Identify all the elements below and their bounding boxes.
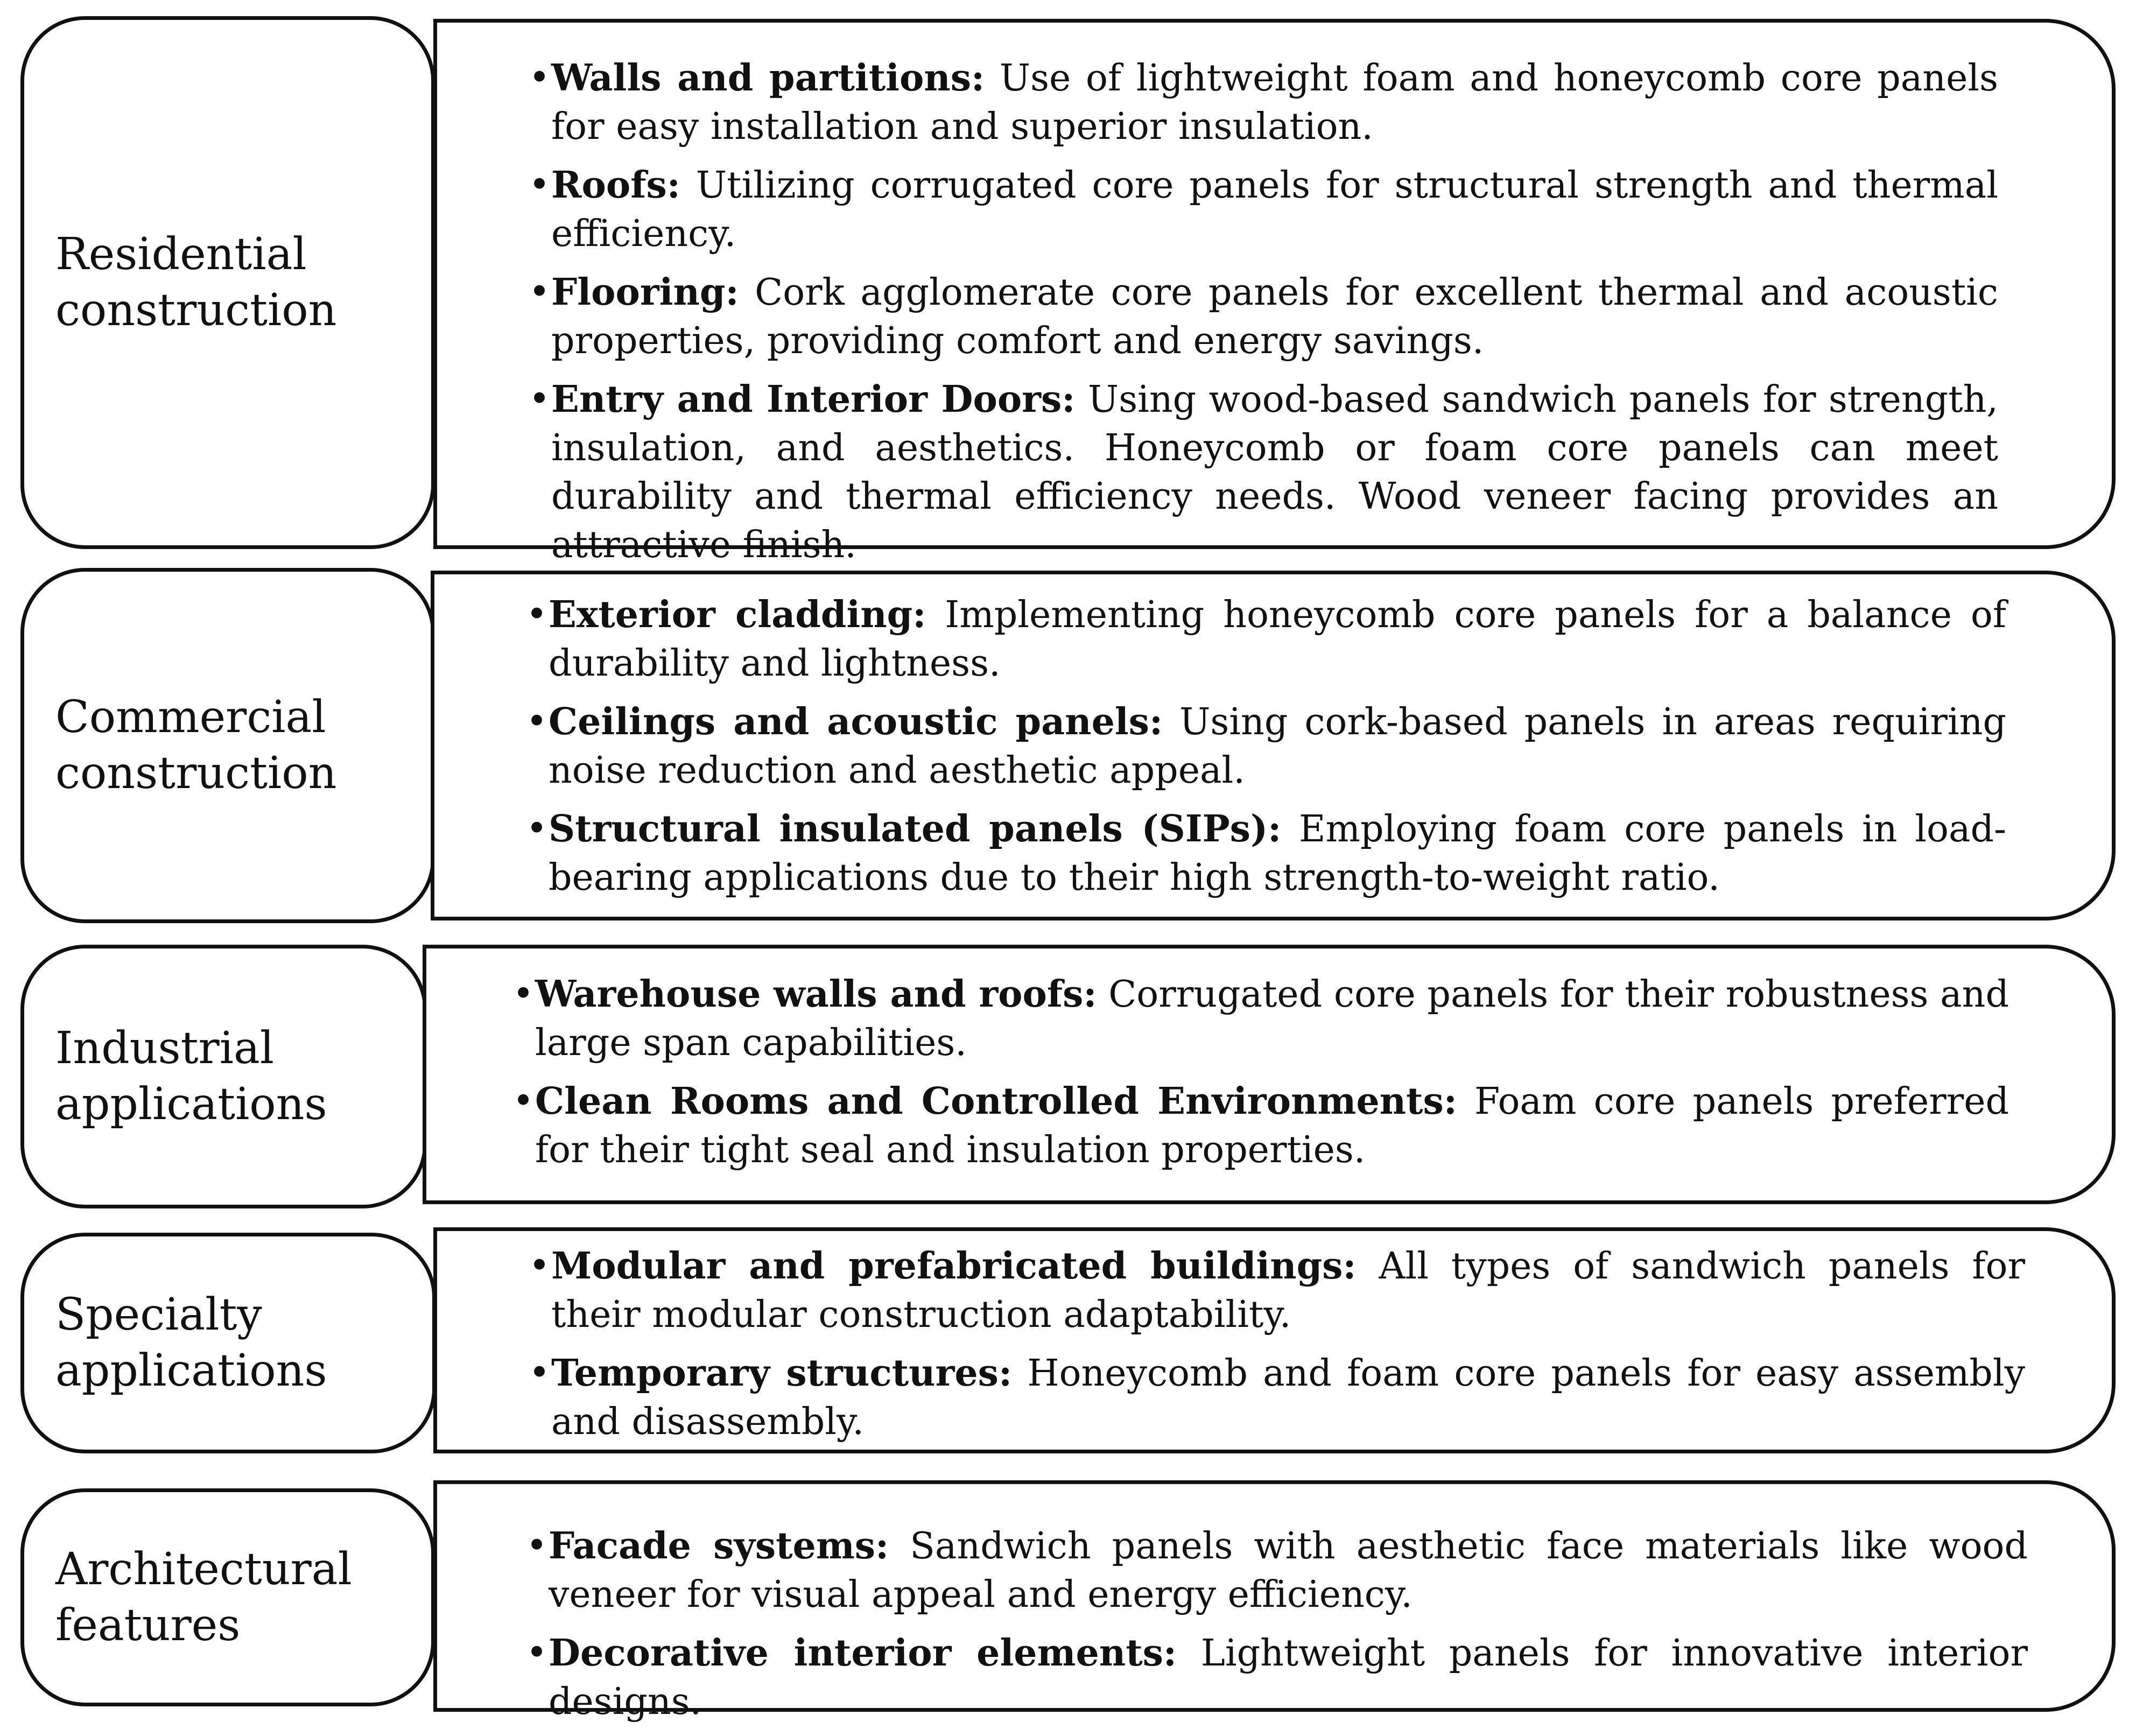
bullet-item	[526, 698, 2006, 795]
bullet-term: Flooring:	[551, 271, 739, 314]
bullet-term: Roofs:	[551, 164, 680, 207]
description-box	[423, 945, 2116, 1204]
description-box	[431, 571, 2116, 920]
description-box	[433, 19, 2116, 566]
bullet-item	[512, 1077, 2009, 1175]
bullet-text: Cork agglomerate core panels for excellent thermal and acoustic properties, providing comfort and energy savings.	[551, 271, 1998, 362]
bullet-item	[526, 805, 2006, 902]
bullet-term: Entry and Interior Doors:	[551, 378, 1076, 421]
row-residential-construction	[0, 16, 2129, 566]
bullet-item	[529, 1349, 2025, 1446]
bullet-dot-icon: •	[512, 973, 535, 1015]
bullet-text: Corrugated core panels for their robustness and large span capabilities.	[535, 973, 2009, 1064]
bullet-item	[529, 268, 1998, 366]
row-commercial-construction	[0, 568, 2129, 923]
bullet-term: Ceilings and acoustic panels:	[549, 700, 1163, 743]
bullet-list	[529, 54, 1998, 579]
bullet-dot-icon: •	[526, 807, 548, 850]
bullet-text: Use of lightweight foam and honeycomb core panels for easy installation and superior insulation.	[551, 57, 1998, 148]
category-label: Industrial applications	[55, 1023, 327, 1130]
bullet-text: Implementing honeycomb core panels for a balance of durability and lightness.	[549, 594, 2006, 685]
bullet-text: Using cork-based panels in areas requiring noise reduction and aesthetic appeal.	[549, 701, 2006, 792]
category-label: Specialty applications	[55, 1289, 327, 1396]
category-box	[20, 1488, 435, 1706]
row-specialty-applications	[0, 1233, 2129, 1453]
bullet-text: All types of sandwich panels for their modular construction adaptability.	[551, 1245, 2025, 1336]
bullet-term: Modular and prefabricated buildings:	[551, 1245, 1357, 1288]
bullet-item	[529, 375, 1998, 570]
bullet-list	[512, 970, 2009, 1184]
category-label: Residential construction	[55, 229, 337, 336]
bullet-dot-icon: •	[529, 378, 551, 420]
bullet-text: Utilizing corrugated core panels for structural strength and thermal efficiency.	[551, 164, 1998, 255]
bullet-dot-icon: •	[529, 57, 551, 99]
bullet-item	[526, 1629, 2028, 1726]
bullet-text: Lightweight panels for innovative interior designs.	[549, 1632, 2028, 1723]
bullet-dot-icon: •	[526, 1524, 548, 1567]
bullet-item	[526, 1522, 2028, 1619]
bullet-term: Clean Rooms and Controlled Environments:	[535, 1080, 1457, 1123]
bullet-text: Sandwich panels with aesthetic face materials like wood veneer for visual appeal and energy efficiency.	[549, 1525, 2028, 1616]
bullet-term: Facade systems:	[549, 1524, 889, 1568]
bullet-item	[529, 54, 1998, 151]
category-box	[20, 568, 435, 923]
row-industrial-applications	[0, 945, 2129, 1208]
bullet-term: Exterior cladding:	[549, 593, 926, 636]
bullet-dot-icon: •	[529, 1352, 551, 1394]
bullet-item	[529, 1242, 2025, 1339]
bullet-text: Using wood-based sandwich panels for strength, insulation, and aesthetics. Honeycomb or foam core panels can meet durability and thermal efficiency needs. Wood veneer facing provides an attractive finish.	[551, 378, 1998, 566]
bullet-list	[526, 1522, 2028, 1736]
description-box	[433, 1227, 2116, 1453]
bullet-list	[526, 591, 2006, 912]
bullet-dot-icon: •	[529, 271, 551, 313]
bullet-term: Warehouse walls and roofs:	[535, 973, 1097, 1016]
bullet-item	[529, 161, 1998, 258]
bullet-dot-icon: •	[529, 1245, 551, 1287]
bullet-dot-icon: •	[529, 164, 551, 206]
bullet-term: Temporary structures:	[551, 1352, 1013, 1395]
bullet-dot-icon: •	[512, 1080, 535, 1122]
description-box	[433, 1480, 2116, 1723]
category-label: Architectural features	[55, 1543, 352, 1651]
bullet-dot-icon: •	[526, 593, 548, 636]
bullet-text: Foam core panels preferred for their tight seal and insulation properties.	[535, 1080, 2009, 1171]
bullet-term: Decorative interior elements:	[549, 1632, 1177, 1675]
bullet-text: Employing foam core panels in load-bearing applications due to their high strength-to-weight ratio.	[549, 808, 2006, 899]
bullet-term: Structural insulated panels (SIPs):	[549, 807, 1282, 851]
row-architectural-features	[0, 1486, 2129, 1723]
bullet-term: Walls and partitions:	[551, 57, 985, 100]
category-box	[20, 1233, 436, 1453]
bullet-item	[526, 591, 2006, 688]
bullet-dot-icon: •	[526, 700, 548, 743]
category-label: Commercial construction	[55, 692, 337, 799]
bullet-item	[512, 970, 2009, 1067]
bullet-dot-icon: •	[526, 1632, 548, 1674]
bullet-list	[529, 1242, 2025, 1456]
category-box	[20, 945, 427, 1208]
bullet-text: Honeycomb and foam core panels for easy assembly and disassembly.	[551, 1352, 2025, 1443]
category-box	[20, 16, 435, 549]
